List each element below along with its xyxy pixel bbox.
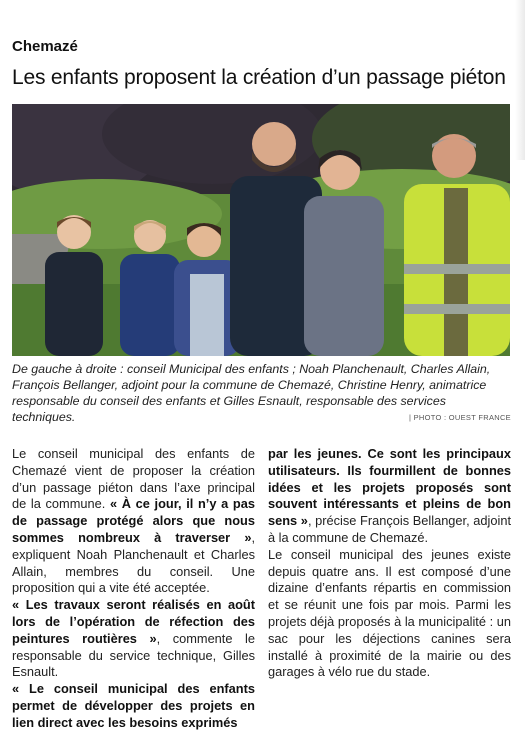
article-column-right	[268, 446, 511, 681]
paragraph-4	[268, 547, 511, 681]
paragraph-1-text: Le conseil municipal des enfants de Chemazé vient de proposer la création d’un passage piéton dans l’axe principal de la commune.	[12, 446, 255, 512]
town-kicker: Chemazé	[12, 38, 78, 55]
paragraph-1-attribution: , expliquent Noah Planchenault et Charles Allain, membres du conseil. Une proposition qui a vite été acceptée.	[12, 529, 255, 596]
paragraph-3-attribution: , précise François Bellanger, adjoint à la commune de Chemazé.	[268, 513, 512, 545]
quote-council: « Le conseil municipal des enfants permet de développer des projets en lien direct avec les besoins exprimés	[12, 681, 255, 730]
quote-council-continued: par les jeunes. Ce sont les principaux utilisateurs. Ils fourmillent de bonnes idées et les projets proposés sont souvent intéressants et pleins de bon sens »	[268, 446, 511, 529]
paragraph-4-text: Le conseil municipal des jeunes existe depuis quatre ans. Il est composé d’une dizaine d’enfants répartis en commission et se réunit une fois par mois. Parmi les projets déjà proposés à la municipalité : un sac pour les déjections canines sera installé à proximité de la mairie ou des garages à vélo rue du stade.	[268, 546, 511, 680]
quote-children: « À ce jour, il n’y a pas de passage protégé alors que nous sommes nombreux à traverser »	[12, 496, 255, 545]
article-photo	[12, 104, 510, 356]
photo-credit: | PHOTO : OUEST FRANCE	[408, 413, 511, 422]
paragraph-1	[12, 446, 255, 597]
article-column-left	[12, 446, 255, 732]
paragraph-3-end	[268, 446, 511, 547]
paragraph-3	[12, 681, 255, 731]
quote-works: « Les travaux seront réalisés en août lors de l’opération de réfection des peintures routières »	[12, 597, 255, 646]
article-headline: Les enfants proposent la création d’un passage piéton	[12, 66, 506, 89]
top-bar	[0, 0, 525, 32]
paragraph-2-attribution: , commente le responsable du service technique, Gilles Esnault.	[12, 630, 255, 680]
paragraph-2	[12, 597, 255, 681]
photo-caption: De gauche à droite : conseil Municipal des enfants ; Noah Planchenault, Charles Allain, François Bellanger, adjoint pour la commune de Chemazé, Christine Henry, animatrice responsable du conseil des enfants et Gilles Esnault, responsable des services techniques.	[12, 362, 491, 424]
